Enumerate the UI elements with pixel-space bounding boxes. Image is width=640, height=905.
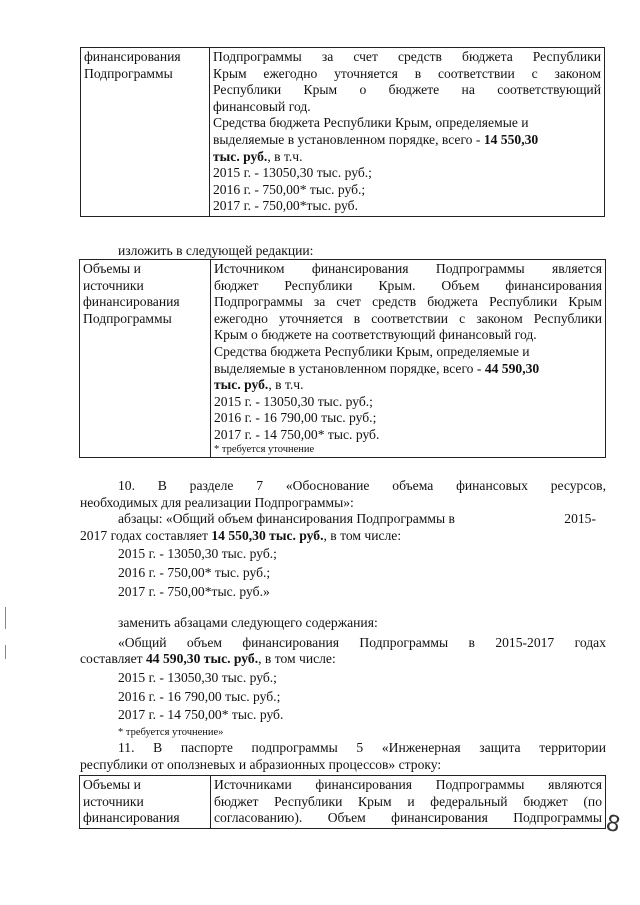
funding-table-new [79, 259, 606, 458]
item-11: 11. В паспорте подпрограммы 5 «Инженерная защита территории республики от оползневых и абразионных процессов» строку: [80, 740, 606, 772]
footnote: * требуется уточнение» [118, 726, 224, 738]
page-number: 8 [603, 810, 623, 839]
year-row: 2015 г. - 13050,30 тыс. руб.; [118, 669, 277, 685]
year-row: 2016 г. - 16 790,00 тыс. руб.; [118, 688, 281, 704]
total-amount: 44 590,30 тыс. руб. [146, 651, 259, 667]
item-10: 10. В разделе 7 «Обоснование объема финансовых ресурсов, необходимых для реализации Подпрограммы»: абзацы: «Общий объем финансирования Подпрограммы в 2015- 2017 годах составляет 14 550,30 тыс. руб., в том числе: 2015 г. - 13050,30 тыс. руб.; 2016 г. - 750,00* тыс. руб.; 2017 г. - 750,00*тыс. руб.» заменить абзацами следующего содержания: «Общий объем финансирования Подпрограммы в 2015-2017 годах составляет 44 590,30 тыс. руб., в том числе: 2015 г. - 13050,30 тыс. руб.; 2016 г. - 16 790,00 тыс. руб.; 2017 г. - 14 750,00* тыс. руб. * требуется уточнение» [80, 478, 606, 738]
year-row: 2017 г. - 750,00*тыс. руб. [213, 198, 358, 214]
table-left-cell: финансирования Подпрограммы [81, 48, 210, 217]
year-row: 2017 г. - 14 750,00* тыс. руб. [118, 707, 284, 723]
scan-mark [5, 645, 6, 659]
table-left-cell: Объемы и источники финансирования Подпрограммы [80, 260, 211, 458]
table-left-cell: Объемы и источники финансирования [80, 776, 211, 829]
year-row: 2016 г. - 16 790,00 тыс. руб.; [214, 410, 377, 426]
year-row: 2016 г. - 750,00* тыс. руб.; [118, 564, 271, 580]
footnote: * требуется уточнение [214, 443, 315, 455]
total-amount: 14 550,30 тыс. руб. [211, 527, 324, 543]
year-row: 2016 г. - 750,00* тыс. руб.; [213, 181, 366, 197]
scan-mark [5, 607, 6, 629]
year-row: 2017 г. - 750,00*тыс. руб.» [118, 583, 270, 599]
total-amount: 14 550,30 [483, 131, 539, 147]
year-row: 2015 г. - 13050,30 тыс. руб.; [214, 393, 373, 409]
year-row: 2015 г. - 13050,30 тыс. руб.; [213, 165, 372, 181]
funding-table-old [80, 47, 605, 217]
table-right-cell: Подпрограммы за счет средств бюджета Республики Крым ежегодно уточняется в соответствии с законом Республики Крым о бюджете на соответствующий финансовый год. Средства бюджета Республики Крым, определяемые и выделяемые в установленном порядке, всего - 14 550,30 тыс. руб., в т.ч. 2015 г. - 13050,30 тыс. руб.; 2016 г. - 750,00* тыс. руб.; 2017 г. - 750,00*тыс. руб. [210, 48, 605, 217]
funding-table-sub5 [79, 775, 606, 829]
total-amount: 44 590,30 [484, 360, 540, 376]
year-row: 2017 г. - 14 750,00* тыс. руб. [214, 426, 380, 442]
intro-text: изложить в следующей редакции: [118, 243, 314, 258]
year-row: 2015 г. - 13050,30 тыс. руб.; [118, 546, 277, 562]
table-right-cell: Источниками финансирования Подпрограммы являются бюджет Республики Крым и федеральный бюджет (по согласованию). Объем финансирования Подпрограммы [211, 776, 606, 829]
table-right-cell: Источником финансирования Подпрограммы является бюджет Республики Крым. Объем финансирования Подпрограммы за счет средств бюджета Республики Крым ежегодно уточняется в соответствии с законом Республики Крым о бюджете на соответствующий финансовый год. Средства бюджета Республики Крым, определяемые и выделяемые в установленном порядке, всего - 44 590,30 тыс. руб., в т.ч. 2015 г. - 13050,30 тыс. руб.; 2016 г. - 16 790,00 тыс. руб.; 2017 г. - 14 750,00* тыс. руб. * требуется уточнение [211, 260, 606, 458]
